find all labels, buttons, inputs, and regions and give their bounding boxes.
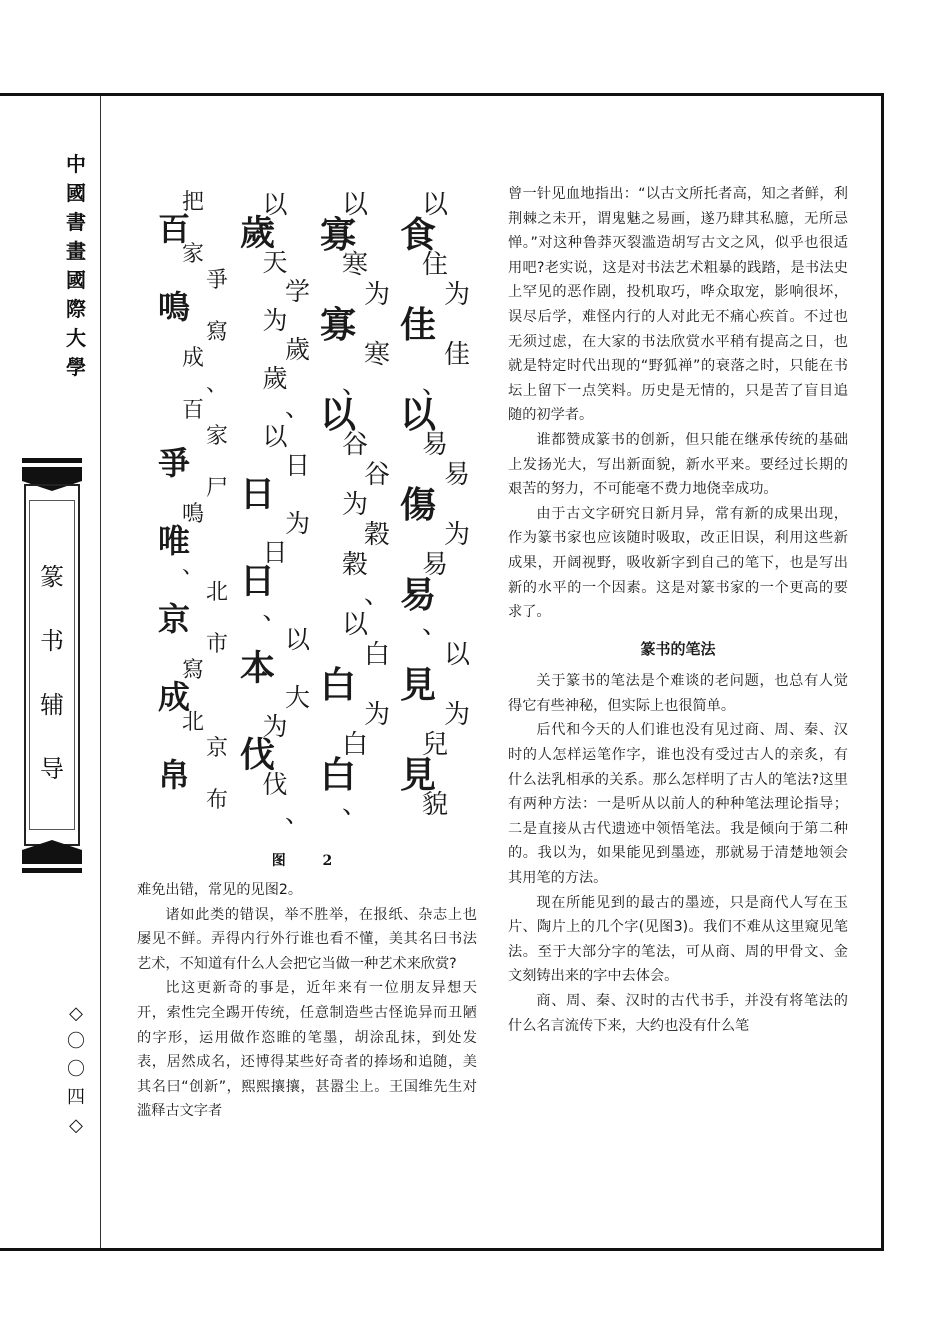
figure-glyph: 以 bbox=[421, 190, 448, 220]
figure-glyph: 日 bbox=[284, 451, 310, 480]
figure-glyph: 为 bbox=[443, 280, 470, 310]
running-title bbox=[62, 150, 90, 382]
section-title-char: 导 bbox=[40, 755, 64, 783]
page-number-char: ◇ bbox=[69, 1003, 83, 1024]
figure-glyph: 百 bbox=[158, 210, 191, 248]
figure-glyph: 为 bbox=[262, 306, 288, 335]
figure-glyph: 成 bbox=[181, 346, 204, 371]
figure-glyph: 学 bbox=[284, 277, 310, 306]
figure-glyph: 为 bbox=[363, 280, 390, 310]
figure-glyph: 伐 bbox=[240, 735, 276, 776]
figure-glyph: 見 bbox=[400, 664, 437, 706]
text-column-left bbox=[137, 878, 477, 1124]
figure-glyph: 、 bbox=[363, 580, 390, 610]
figure-glyph: 寫 bbox=[181, 658, 204, 683]
figure-glyph: 寒 bbox=[341, 250, 368, 280]
figure-glyph: 佳 bbox=[400, 304, 437, 346]
banner-bar-top-2 bbox=[22, 467, 82, 475]
figure-glyph: 易 bbox=[421, 430, 448, 460]
figure-glyph: 穀 bbox=[341, 550, 368, 580]
figure-glyph: 以 bbox=[262, 190, 288, 219]
running-title-char: 學 bbox=[66, 355, 86, 379]
page-number-char: ◇ bbox=[69, 1115, 83, 1136]
figure-glyph: 伐 bbox=[262, 770, 288, 799]
figure-glyph: 为 bbox=[284, 509, 310, 538]
figure-glyph: 白 bbox=[320, 664, 357, 706]
running-title-char: 國 bbox=[66, 181, 86, 205]
figure-glyph: 天 bbox=[262, 248, 288, 277]
figure-glyph: 傷 bbox=[400, 484, 437, 526]
figure-glyph: 易 bbox=[421, 550, 448, 580]
running-title-char: 際 bbox=[66, 297, 86, 321]
figure-glyph: 帛 bbox=[158, 756, 191, 794]
figure-glyph: 、 bbox=[284, 393, 310, 422]
figure-glyph: 歲 bbox=[284, 335, 310, 364]
figure-glyph: 为 bbox=[443, 700, 470, 730]
figure-glyph: 、 bbox=[341, 370, 368, 400]
figure-glyph: 百 bbox=[181, 398, 204, 423]
section-title-char: 书 bbox=[40, 627, 64, 655]
figure-glyph: 鳴 bbox=[158, 288, 191, 326]
running-title-char: 中 bbox=[66, 152, 86, 176]
figure-glyph: 家 bbox=[181, 242, 204, 267]
section-title-char: 辅 bbox=[40, 691, 64, 719]
figure-glyph: 以 bbox=[400, 394, 437, 436]
page-number-char: 〇 bbox=[67, 1031, 85, 1052]
figure-glyph: 以 bbox=[341, 190, 368, 220]
figure-glyph: 歲 bbox=[240, 213, 276, 254]
figure-glyph: 白 bbox=[341, 730, 368, 760]
figure-caption: 图 2 bbox=[271, 853, 349, 869]
figure-glyph: 貌 bbox=[421, 790, 448, 820]
figure-glyph: 住 bbox=[421, 250, 448, 280]
running-title-char: 大 bbox=[66, 326, 86, 350]
figure-glyph: 食 bbox=[400, 214, 437, 256]
figure-glyph: 、 bbox=[341, 790, 368, 820]
figure-glyph: 把 bbox=[181, 190, 204, 215]
page-frame-bottom bbox=[0, 1248, 884, 1251]
paragraph: 关于篆书的笔法是个难谈的老问题，也总有人觉得它有些神秘，但实际上也很简单。 bbox=[508, 673, 848, 714]
figure-2-calligraphy bbox=[150, 190, 480, 840]
figure-glyph: 易 bbox=[443, 460, 470, 490]
figure-glyph: 为 bbox=[341, 490, 368, 520]
banner-bar-top-1 bbox=[22, 458, 82, 463]
running-title-char: 國 bbox=[66, 268, 86, 292]
banner-bottom-ornament bbox=[22, 840, 82, 856]
section-title-char: 篆 bbox=[40, 563, 64, 591]
figure-glyph: 寒 bbox=[363, 340, 390, 370]
figure-glyph: 北 bbox=[181, 710, 204, 735]
figure-glyph: 为 bbox=[262, 712, 288, 741]
figure-glyph: 日 bbox=[240, 474, 276, 515]
figure-glyph: 鳴 bbox=[181, 502, 204, 527]
paragraph: 现在所能见到的最古的墨迹，只是商代人写在玉片、陶片上的几个字(见图3)。我们不难从这里窥见笔法。至于大部分字的笔法，可从商、周的甲骨文、金文刻铸出来的字中去体会。 bbox=[508, 894, 848, 985]
figure-glyph: 寡 bbox=[320, 304, 357, 346]
figure-column bbox=[158, 190, 228, 814]
banner-bar-bottom-2 bbox=[22, 868, 82, 873]
page-frame-top bbox=[0, 93, 884, 96]
figure-glyph: 日 bbox=[262, 538, 288, 567]
paragraph: 比这更新奇的事是，近年来有一位朋友异想天开，索性完全踢开传统，任意制造些古怪诡异而丑陋的字形，运用做作恣睢的笔墨，胡涂乱抹，到处发表，居然成名，还博得某些好奇者的捧场和追随，美其名曰“创新”，熙熙攘攘，甚嚣尘上。王国维先生对滥释古文字者 bbox=[137, 980, 477, 1120]
paragraph: 曾一针见血地指出：“以古文所托者高，知之者鲜，利荆棘之未开，谓鬼魅之易画，遂乃肆其私臆，无所忌惮。”对这种鲁莽灭裂滥造胡写古文之风，似乎也很适用吧?老实说，这是对书法艺术粗暴的践踏，是书法史上罕见的恶作剧，投机取巧，哗众取宠，影响很坏，误尽后学，难怪内行的人对此无不痛心疾首。不过也无须过虑，在大家的书法欣赏水平稍有提高之日，也就是特定时代出现的“野狐禅”的衰落之时，只能在书坛上留下一点笑料。历史是无情的，只是苦了盲目追随的初学者。 bbox=[508, 186, 848, 424]
section-heading: 篆书的笔法 bbox=[640, 639, 716, 658]
figure-glyph: 穀 bbox=[363, 520, 390, 550]
figure-glyph: 成 bbox=[158, 678, 191, 716]
running-title-char: 書 bbox=[66, 210, 86, 234]
figure-glyph: 尸 bbox=[205, 476, 228, 501]
figure-glyph: 本 bbox=[240, 648, 276, 689]
figure-glyph: 寡 bbox=[320, 214, 357, 256]
figure-glyph: 北 bbox=[205, 580, 228, 605]
figure-glyph: 、 bbox=[284, 799, 310, 828]
figure-glyph: 京 bbox=[158, 600, 191, 638]
figure-glyph: 大 bbox=[284, 683, 310, 712]
figure-glyph: 以 bbox=[284, 625, 310, 654]
paragraph: 商、周、秦、汉时的古代书手，并没有将笔法的什么名言流传下来，大约也没有什么笔 bbox=[508, 993, 848, 1034]
figure-glyph: 以 bbox=[341, 610, 368, 640]
page-number-char: 〇 bbox=[67, 1059, 85, 1080]
margin-rule bbox=[100, 96, 101, 1248]
figure-glyph: 爭 bbox=[158, 444, 191, 482]
figure-column bbox=[240, 190, 310, 828]
figure-glyph: 家 bbox=[205, 424, 228, 449]
figure-glyph: 、 bbox=[262, 596, 288, 625]
figure-glyph: 为 bbox=[443, 520, 470, 550]
running-title-char: 畫 bbox=[66, 239, 86, 263]
paragraph: 后代和今天的人们谁也没有见过商、周、秦、汉时的人怎样运笔作字，谁也没有受过古人的亲炙，有什么法乳相承的关系。那么怎样明了古人的笔法?这里有两种方法：一是听从以前人的种种笔法理论指导；二是直接从古代遗迹中领悟笔法。我是倾向于第二种的。我以为，如果能见到墨迹，那就易于清楚地领会其用笔的方法。 bbox=[508, 722, 848, 887]
paragraph: 难免出错，常见的见图2。 bbox=[137, 882, 303, 898]
figure-glyph: 以 bbox=[262, 422, 288, 451]
figure-glyph: 見 bbox=[400, 754, 437, 796]
figure-glyph: 寫 bbox=[205, 320, 228, 345]
paragraph: 谁都赞成篆书的创新，但只能在继承传统的基础上发扬光大，写出新面貌，新水平来。要经过长期的艰苦的努力，不可能毫不费力地侥幸成功。 bbox=[508, 431, 848, 498]
figure-glyph: 、 bbox=[181, 554, 204, 579]
figure-glyph: 、 bbox=[421, 370, 448, 400]
figure-glyph: 布 bbox=[205, 788, 228, 813]
figure-glyph: 易 bbox=[400, 574, 437, 616]
text-column-right bbox=[508, 182, 848, 1038]
paragraph: 诸如此类的错误，举不胜举，在报纸、杂志上也屡见不鲜。弄得内行外行谁也看不懂，美其名曰书法艺术，不知道有什么人会把它当做一种艺术来欣赏? bbox=[137, 906, 477, 972]
figure-glyph: 谷 bbox=[341, 430, 368, 460]
figure-glyph: 、 bbox=[205, 372, 228, 397]
figure-glyph: 歲 bbox=[262, 364, 288, 393]
section-title bbox=[29, 545, 75, 801]
figure-glyph: 爭 bbox=[205, 268, 228, 293]
page-number bbox=[60, 1000, 92, 1140]
figure-glyph: 谷 bbox=[363, 460, 390, 490]
paragraph: 由于古文字研究日新月异，常有新的成果出现，作为篆书家也应该随时吸取，改正旧误，利用这些新成果，开阔视野，吸收新字到自己的笔下，也是写出新的水平的一个因素。这是对篆书家的一个更高的要求了。 bbox=[508, 505, 848, 621]
figure-glyph: 以 bbox=[320, 394, 357, 436]
figure-glyph: 以 bbox=[443, 640, 470, 670]
figure-glyph: 京 bbox=[205, 736, 228, 761]
figure-glyph: 佳 bbox=[443, 340, 470, 370]
figure-glyph: 日 bbox=[240, 561, 276, 602]
figure-glyph: 为 bbox=[363, 700, 390, 730]
page-frame-right bbox=[881, 93, 884, 1251]
figure-glyph: 、 bbox=[421, 610, 448, 640]
figure-glyph: 白 bbox=[363, 640, 390, 670]
page-number-char: 四 bbox=[67, 1087, 85, 1108]
figure-column bbox=[320, 190, 390, 820]
banner-bar-bottom-1 bbox=[22, 856, 82, 864]
figure-glyph: 兒 bbox=[421, 730, 448, 760]
figure-column bbox=[400, 190, 470, 820]
figure-glyph: 市 bbox=[205, 632, 228, 657]
figure-glyph: 唯 bbox=[158, 522, 191, 560]
figure-glyph: 白 bbox=[320, 754, 357, 796]
